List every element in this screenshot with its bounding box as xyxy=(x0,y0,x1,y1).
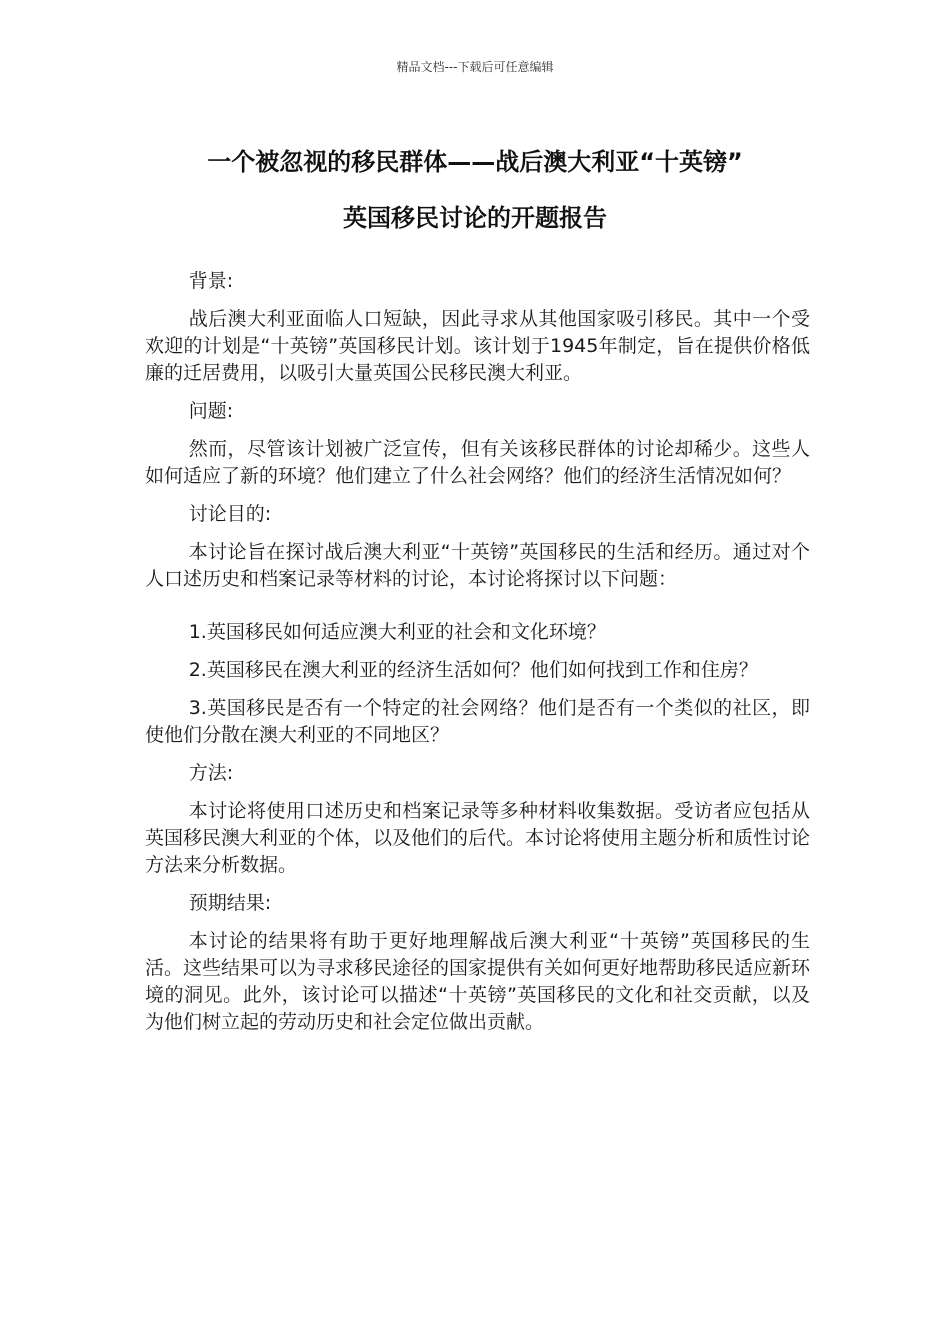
question-item: 2.英国移民在澳大利亚的经济生活如何？他们如何找到工作和住房？ xyxy=(188,659,758,681)
method-heading: 方法: xyxy=(188,762,234,784)
document-body xyxy=(145,268,810,1047)
page-header-note: 精品文档---下载后可任意编辑 xyxy=(396,60,554,74)
results-heading: 预期结果: xyxy=(188,892,272,914)
problem-heading: 问题: xyxy=(188,400,234,422)
question-item: 1.英国移民如何适应澳大利亚的社会和文化环境？ xyxy=(188,621,606,643)
purpose-heading: 讨论目的: xyxy=(188,503,272,525)
problem-paragraph: 然而，尽管该计划被广泛宣传，但有关该移民群体的讨论却稀少。这些人如何适应了新的环境？他们建立了什么社会网络？他们的经济生活情况如何？ xyxy=(145,438,810,487)
purpose-paragraph: 本讨论旨在探讨战后澳大利亚“十英镑”英国移民的生活和经历。通过对个人口述历史和档案记录等材料的讨论，本讨论将探讨以下问题： xyxy=(145,541,810,590)
method-paragraph: 本讨论将使用口述历史和档案记录等多种材料收集数据。受访者应包括从英国移民澳大利亚的个体，以及他们的后代。本讨论将使用主题分析和质性讨论方法来分析数据。 xyxy=(145,800,811,876)
document-title xyxy=(140,134,810,246)
question-item: 3.英国移民是否有一个特定的社会网络？他们是否有一个类似的社区，即使他们分散在澳大利亚的不同地区？ xyxy=(145,697,810,746)
results-paragraph: 本讨论的结果将有助于更好地理解战后澳大利亚“十英镑”英国移民的生活。这些结果可以为寻求移民途径的国家提供有关如何更好地帮助移民适应新环境的洞见。此外，该讨论可以描述“十英镑”英国移民的文化和社交贡献，以及为他们树立起的劳动历史和社会定位做出贡献。 xyxy=(145,930,811,1033)
background-heading: 背景: xyxy=(188,270,234,292)
title-line-2: 英国移民讨论的开题报告 xyxy=(343,204,607,232)
background-paragraph: 战后澳大利亚面临人口短缺，因此寻求从其他国家吸引移民。其中一个受欢迎的计划是“十英镑”英国移民计划。该计划于1945年制定，旨在提供价格低廉的迁居费用，以吸引大量英国公民移民澳大利亚。 xyxy=(145,308,810,384)
title-line-1: 一个被忽视的移民群体——战后澳大利亚“十英镑” xyxy=(207,148,743,176)
